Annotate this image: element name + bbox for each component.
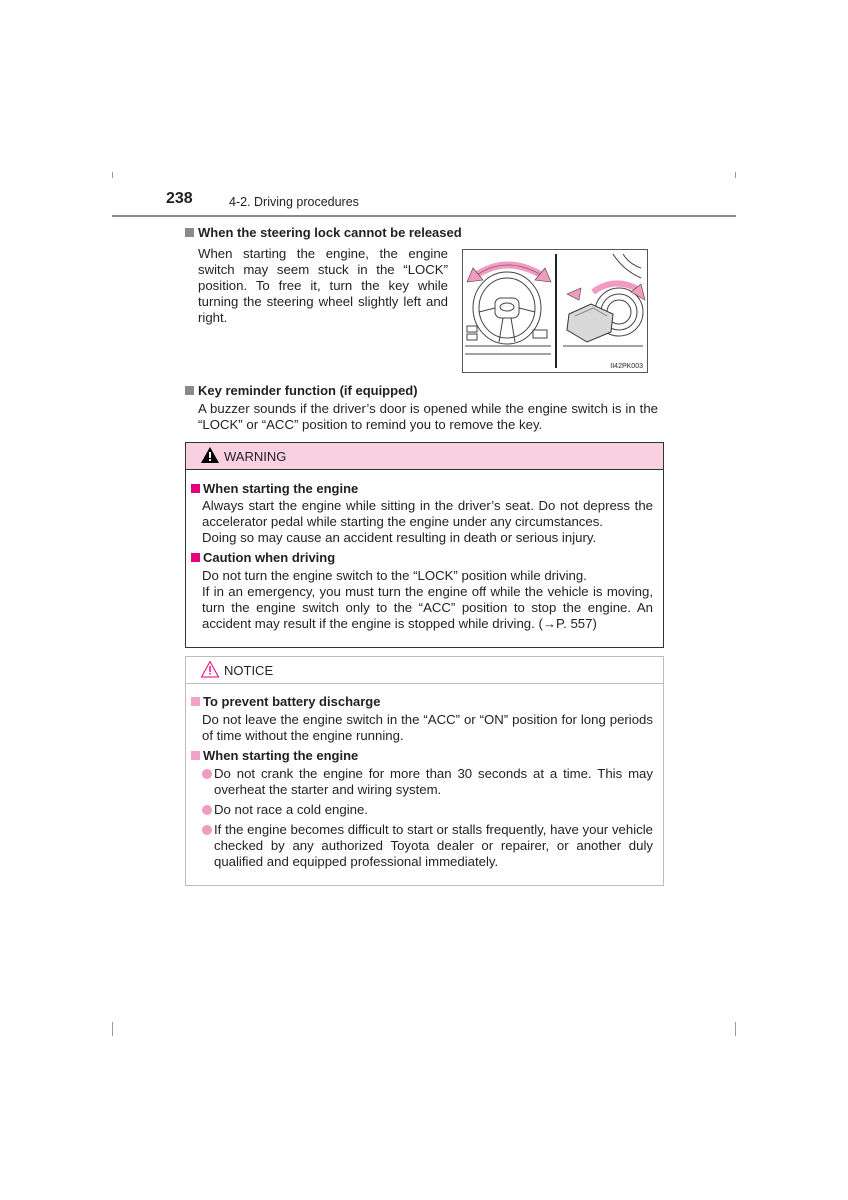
section-title-key-reminder: Key reminder function (if equipped) bbox=[185, 383, 418, 398]
section-title-steering-lock: When the steering lock cannot be released bbox=[185, 225, 462, 240]
gray-square-icon bbox=[185, 386, 194, 395]
warning-subtitle-driving: Caution when driving bbox=[191, 550, 335, 565]
figure-code: II42PK003 bbox=[610, 363, 643, 370]
key-reminder-body: A buzzer sounds if the driver’s door is opened while the engine switch is in the “LOCK” or “ACC” position to remind you to remove the key. bbox=[198, 401, 658, 432]
notice-label: NOTICE bbox=[224, 663, 274, 678]
warning-text-starting: Always start the engine while sitting in the driver’s seat. Do not depress the accelerator pedal while starting the engine under any circumstances. Doing so may cause an accident resulting in death or serious injury. bbox=[202, 498, 653, 545]
warning-triangle-outline-icon bbox=[200, 660, 220, 678]
magenta-square-icon bbox=[191, 553, 200, 562]
notice-subtitle-starting: When starting the engine bbox=[191, 748, 358, 763]
crop-mark bbox=[112, 172, 113, 178]
warning-triangle-icon bbox=[200, 446, 220, 464]
crop-mark bbox=[735, 1022, 736, 1036]
steering-lock-body: When starting the engine, the engine switch may seem stuck in the “LOCK” position. To free it, turn the key while turning the steering wheel slightly left and right. bbox=[198, 246, 448, 325]
warning-label: WARNING bbox=[224, 449, 287, 464]
bullet-dot-icon bbox=[202, 805, 212, 815]
warning-subtitle-starting: When starting the engine bbox=[191, 481, 358, 496]
magenta-square-icon bbox=[191, 484, 200, 493]
notice-bullet: Do not race a cold engine. bbox=[202, 802, 653, 818]
crop-mark bbox=[112, 1022, 113, 1036]
bullet-dot-icon bbox=[202, 769, 212, 779]
notice-header bbox=[186, 657, 663, 684]
pink-square-icon bbox=[191, 751, 200, 760]
steering-lock-illustration bbox=[462, 249, 648, 373]
notice-text-battery: Do not leave the engine switch in the “ACC” or “ON” position for long periods of time without the engine running. bbox=[202, 712, 653, 743]
notice-bullet: Do not crank the engine for more than 30 seconds at a time. This may overheat the starter and wiring system. bbox=[202, 766, 653, 798]
notice-bullet: If the engine becomes difficult to start or stalls frequently, have your vehicle checked by any authorized Toyota dealer or repairer, or another duly qualified and equipped professional immediately. bbox=[202, 822, 653, 870]
chapter-title: 4-2. Driving procedures bbox=[229, 195, 359, 209]
warning-header bbox=[186, 443, 663, 470]
page-number: 238 bbox=[166, 190, 193, 207]
notice-box bbox=[185, 656, 664, 886]
header-divider bbox=[112, 215, 736, 217]
warning-text-driving: Do not turn the engine switch to the “LOCK” position while driving. If in an emergency, you must turn the engine off while the vehicle is moving, turn the engine switch only to the “ACC” position to stop the engine. An accident may result if the engine is stopped while driving. (→P. 557) bbox=[202, 568, 653, 631]
bullet-dot-icon bbox=[202, 825, 212, 835]
gray-square-icon bbox=[185, 228, 194, 237]
pink-square-icon bbox=[191, 697, 200, 706]
notice-subtitle-battery: To prevent battery discharge bbox=[191, 694, 380, 709]
warning-box bbox=[185, 442, 664, 648]
crop-mark bbox=[735, 172, 736, 178]
